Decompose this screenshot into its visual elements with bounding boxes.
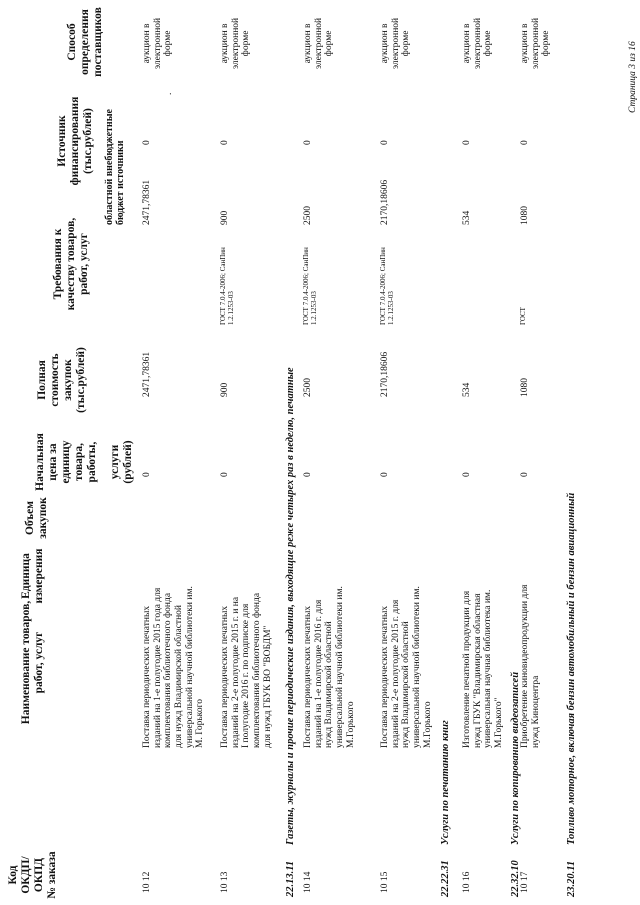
row-budget: 534 [462,210,472,225]
row-name-line: М.Горького [345,701,356,748]
row-name-line: изданий на 1-е полугодие 2015 года для [152,587,163,748]
row-quality-line: ГОСТ 7.0.4-2006; СанПин [379,247,387,325]
row-extrabudget: 0 [520,140,530,145]
row-method [380,18,412,69]
row-method-line: электронной [230,17,241,69]
row-method-line: аукцион в [303,23,313,64]
section-code: 22.32.10 [510,860,521,897]
header-code-line: Код [7,865,19,885]
row-unit-price: 0 [142,472,152,477]
header-source-line: Источник [56,115,68,167]
section-title: Услуги по печатанию книг [440,720,451,845]
row-name [142,586,206,748]
row-budget: 2500 [303,206,313,225]
header-unit-line: измерения [32,548,45,604]
row-method-line: форме [241,30,252,57]
row-quality-line: 1.2.1253-03 [226,291,235,325]
header-method-line: определения [78,9,91,75]
header-price-line: Начальная [34,433,46,491]
section-code: 22.22.31 [440,860,451,897]
row-name-line: для нужд ГБУК ВО "ВОБДМ" [262,625,273,748]
header-source-sub [104,75,126,225]
header-code-line: ОКПД [32,857,45,893]
row-method-line: форме [401,30,412,57]
header-source [56,82,95,200]
row-name-line: универсальной научной библиотеки им. [334,586,345,748]
header-quality-line: качеству товаров, [64,217,77,311]
header-code [7,850,59,900]
header-quality-line: работ, услуг [77,233,90,295]
row-extrabudget: 0 [220,140,230,145]
row-method [142,18,174,69]
row-name-line: Поставка периодических печатных [380,605,390,748]
row-method-line: электронной [472,17,483,69]
header-total [36,337,88,423]
row-quality [380,247,396,325]
row-quality-line: ГОСТ [519,307,527,325]
row-method [220,18,252,69]
row-name-line: М. Горького [195,699,206,748]
row-quality [520,307,528,325]
row-unit-price: 0 [380,472,390,477]
header-price-line: работы, [85,441,98,483]
row-total: 2500 [303,378,313,397]
row-name-line: нужд Владимирской областной [324,621,335,748]
row-name-line: нужд Владимирской областной [401,621,412,748]
row-budget: 2471,78361 [142,179,152,225]
header-unit-price [34,431,135,493]
header-total-line: Полная [36,360,48,400]
row-quality [220,247,236,325]
row-name [220,593,273,748]
row-method-line: электронной [313,17,324,69]
header-price-line: (рублей) [122,440,135,484]
row-quality-line: 1.2.1253-03 [386,291,395,325]
header-volume [24,493,50,543]
row-method-line: электронной [530,17,541,69]
header-total-line: стоимость [48,353,61,407]
row-method [520,18,552,69]
row-name-line: изданий на 2-е полугодие 2015 г. для [390,599,401,748]
header-price-line: единицу [59,440,72,484]
section-title: Топливо моторное, включая бензин автомобильный и бензин авиационный [566,492,577,845]
row-unit-price: 0 [462,472,472,477]
row-name-line: Изготовление печатной продукции для [462,590,472,748]
header-quality [52,208,91,320]
row-name-line: Поставка периодических печатных [303,605,313,748]
row-code: 10 13 [220,871,230,893]
row-name-line: универсальной научной библиотеки им. [411,586,422,748]
section-code: 23.20.11 [566,860,577,897]
row-name-line: нужд Киноцентра [530,675,541,748]
header-code-line: № заказа [45,851,58,899]
header-volume-line: Объем [24,500,36,536]
row-code: 10 16 [462,871,472,893]
header-source-line: (тыс.рублей) [81,108,94,174]
row-method-line: форме [483,30,494,57]
row-code: 10 17 [520,871,530,893]
row-method [303,18,335,69]
section-code: 22.13.11 [285,860,296,897]
row-method-line: форме [324,30,335,57]
row-extrabudget: 0 [303,140,313,145]
row-name-line: М.Горького [422,701,433,748]
row-budget: 1080 [520,206,530,225]
row-name-line: комплектования библиотечного фонда [163,592,174,748]
row-method-line: аукцион в [220,23,230,64]
row-name-line: I полугодие 2016 г. по подписке для [241,603,252,748]
row-unit-price: 0 [220,472,230,477]
row-budget: 900 [220,210,230,225]
row-method [462,18,494,69]
header-dot: . [164,92,174,95]
header-source-line: финансирования [68,96,81,186]
row-quality-line: 1.2.1253-03 [309,291,318,325]
header-source-sub-line: областной внебюджетные [104,109,115,225]
header-volume-line: закупок [36,497,49,539]
row-quality-line: ГОСТ 7.0.4-2006; СанПин [302,247,310,325]
page-number: Страница 3 из 16 [628,41,638,113]
row-method-line: аукцион в [462,23,472,64]
row-name-line: Приобретение киновидеопродукции для [520,584,530,748]
row-name-line: универсальной научной библиотеки им. [184,586,195,748]
row-method-line: аукцион в [142,23,152,64]
row-name [520,585,541,748]
row-total: 534 [462,382,472,397]
row-name-line: Поставка периодических печатных [142,605,152,748]
row-quality-line: ГОСТ 7.0.4-2006; СанПин [219,247,227,325]
header-code-line: ОКДП/ [19,856,32,894]
row-method-line: электронной [390,17,401,69]
row-extrabudget: 0 [142,140,152,145]
row-unit-price: 0 [303,472,313,477]
row-name-line: для нужд Владимирской областной [173,604,184,748]
row-name [462,590,505,748]
row-method-line: аукцион в [520,23,530,64]
header-price-gap [98,431,109,493]
row-budget: 2170,18606 [380,179,390,225]
row-extrabudget: 0 [462,140,472,145]
row-quality [303,247,319,325]
row-total: 2170,18606 [380,351,390,397]
header-unit-line: Единица [20,553,32,599]
header-method-line: Способ [66,23,78,61]
row-total: 1080 [520,378,530,397]
row-total: 2471,78361 [142,351,152,397]
header-quality-line: Требования к [52,228,64,300]
row-method-line: форме [163,30,174,57]
row-name [380,586,433,748]
header-unit [20,547,46,605]
header-total-line: закупок [61,359,74,401]
row-name [303,586,356,748]
row-name-line: Поставка периодических печатных [220,605,230,748]
row-extrabudget: 0 [380,140,390,145]
section-title: Газеты, журналы и прочие периодические издания, выходящие реже четырех раз в неделю, печатные [285,367,296,845]
header-price-line: услуги [109,444,122,480]
row-name-line: М.Горького" [493,697,504,748]
header-source-sub-line: бюджет источники [115,140,127,225]
row-code: 10 12 [142,871,152,893]
row-code: 10 15 [380,871,390,893]
row-name-line: комплектования библиотечного фонда [251,592,262,748]
header-method-line: поставщиков [91,7,104,77]
row-code: 10 14 [303,871,313,893]
header-method [66,0,105,87]
header-name-line: работ, услуг [32,631,45,694]
row-name-line: изданий на 2-е полугодие 2015 г. и на [230,596,241,748]
row-method-line: аукцион в [380,23,390,64]
row-name-line: нужд ГБУК "Владимирская областная [472,593,483,748]
row-name-line: универсальная научная библиотека им. [483,589,494,748]
section-title: Услуги по копированию видеозаписей [510,671,521,845]
row-name-line: изданий на 1-е полугодие 2016 г. для [313,599,324,748]
header-name-line: Наименование товаров, [20,600,32,725]
row-method-line: форме [541,30,552,57]
header-total-line: (тыс.рублей) [74,347,87,413]
header-price-line: товара, [72,443,85,481]
row-unit-price: 0 [520,472,530,477]
header-price-line: цена за [46,443,59,481]
row-total: 900 [220,382,230,397]
row-method-line: электронной [152,17,163,69]
